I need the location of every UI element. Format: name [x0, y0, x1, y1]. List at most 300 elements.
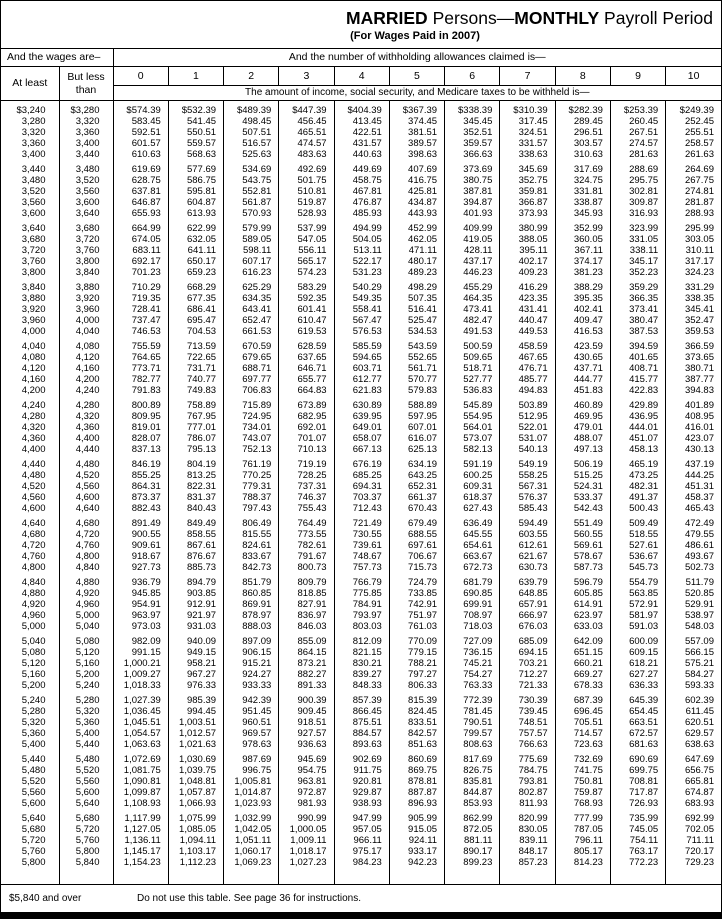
amount-cell: 652.31: [389, 481, 444, 492]
amount-cell: 933.33: [224, 680, 279, 691]
table-row: [1, 632, 721, 647]
amount-cell: 750.81: [555, 776, 610, 787]
amount-cell: 558.25: [500, 470, 555, 481]
wage-cell: 3,640: [59, 208, 113, 219]
amount-cell: 593.33: [684, 680, 714, 691]
amount-cell: 570.93: [224, 208, 279, 219]
amount-cell: 465.43: [684, 503, 714, 514]
amount-cell: 668.29: [168, 278, 223, 293]
wage-cell: 4,600: [1, 503, 59, 514]
amount-cell: 702.05: [684, 824, 714, 835]
amount-cell: 510.81: [279, 186, 334, 197]
amount-cell: 803.03: [334, 621, 389, 632]
wage-cell: 5,600: [1, 798, 59, 809]
wage-cell: 3,960: [59, 304, 113, 315]
amount-cell: 309.87: [610, 197, 665, 208]
amount-cell: 990.99: [279, 809, 334, 824]
wage-cell: 5,480: [1, 765, 59, 776]
amount-cell: 398.63: [389, 149, 444, 160]
amount-cell: 567.31: [500, 481, 555, 492]
amount-cell: 531.23: [334, 267, 389, 278]
amount-cell: 821.15: [334, 647, 389, 658]
table-row: [1, 278, 721, 293]
amount-cell: 522.01: [500, 422, 555, 433]
amount-cell: 589.05: [224, 234, 279, 245]
wage-cell: 5,560: [59, 776, 113, 787]
amount-cell: 316.93: [610, 208, 665, 219]
wage-cell: 5,200: [1, 680, 59, 691]
amount-cell: 429.89: [610, 396, 665, 411]
wage-cell: 5,760: [1, 846, 59, 857]
amount-cell: 1,094.11: [168, 835, 223, 846]
wage-cell: 4,840: [1, 573, 59, 588]
amount-cell: 639.79: [500, 573, 555, 588]
amount-cell: 949.15: [168, 647, 223, 658]
wage-cell: 4,880: [1, 588, 59, 599]
amount-cell: 394.87: [445, 197, 500, 208]
amount-cell: 942.39: [224, 691, 279, 706]
amount-cell: 722.65: [168, 352, 223, 363]
table-row: [1, 540, 721, 551]
amount-cell: 673.89: [279, 396, 334, 411]
amount-cell: 855.25: [113, 470, 168, 481]
amount-cell: 591.19: [445, 455, 500, 470]
amount-cell: 601.41: [279, 304, 334, 315]
amount-cell: 491.53: [445, 326, 500, 337]
amount-cell: 632.05: [168, 234, 223, 245]
wage-cell: 4,720: [59, 529, 113, 540]
amount-cell: 1,021.63: [168, 739, 223, 750]
amount-cell: 559.57: [168, 138, 223, 149]
amount-cell: 485.77: [500, 374, 555, 385]
amount-cell: 623.97: [555, 610, 610, 621]
amount-cell: 940.09: [168, 632, 223, 647]
amount-cell: 628.59: [279, 337, 334, 352]
amount-cell: 434.87: [389, 197, 444, 208]
amount-cell: 518.55: [610, 529, 665, 540]
amount-cell: 547.05: [279, 234, 334, 245]
amount-cell: 875.51: [334, 717, 389, 728]
amount-cell: 288.69: [610, 160, 665, 175]
amount-cell: 409.23: [500, 267, 555, 278]
table-row: [1, 149, 721, 160]
amount-cell: 516.41: [389, 304, 444, 315]
amount-cell: 522.17: [334, 256, 389, 267]
amount-cell: 443.93: [389, 208, 444, 219]
wage-cell: 3,480: [1, 175, 59, 186]
amount-cell: 912.91: [168, 599, 223, 610]
amount-note: The amount of income, social security, and Medicare taxes to be withheld is—: [113, 86, 721, 101]
amount-cell: 839.11: [500, 835, 555, 846]
amount-cell: 860.85: [224, 588, 279, 599]
table-row: [1, 503, 721, 514]
amount-cell: 474.57: [279, 138, 334, 149]
amount-cell: 739.61: [334, 540, 389, 551]
amount-cell: 1,027.23: [279, 857, 334, 868]
amount-cell: 480.17: [389, 256, 444, 267]
wage-cell: 3,440: [1, 160, 59, 175]
allowance-col-4: 4: [334, 67, 389, 86]
amount-cell: 536.67: [610, 551, 665, 562]
amount-cell: 492.69: [279, 160, 334, 175]
amount-cell: 764.49: [279, 514, 334, 529]
amount-cell: 591.03: [610, 621, 665, 632]
spacer-cell: [168, 868, 223, 884]
wage-cell: 3,760: [59, 245, 113, 256]
amount-cell: 609.15: [610, 647, 665, 658]
table-row: [1, 138, 721, 149]
amount-cell: 781.45: [445, 706, 500, 717]
amount-cell: 281.63: [610, 149, 665, 160]
wage-cell: 3,720: [59, 234, 113, 245]
wage-cell: 4,480: [59, 455, 113, 470]
amount-cell: 739.45: [500, 706, 555, 717]
amount-cell: 261.63: [684, 149, 714, 160]
amount-cell: 585.59: [334, 337, 389, 352]
table-row: [1, 293, 721, 304]
amount-cell: 600.09: [610, 632, 665, 647]
amount-cell: 906.15: [224, 647, 279, 658]
amount-cell: 509.65: [445, 352, 500, 363]
amount-cell: 742.91: [389, 599, 444, 610]
amount-cell: 672.57: [610, 728, 665, 739]
amount-cell: 603.71: [334, 363, 389, 374]
amount-cell: 345.69: [500, 160, 555, 175]
amount-cell: 387.81: [445, 186, 500, 197]
allowance-col-2: 2: [224, 67, 279, 86]
wage-cell: 3,400: [1, 149, 59, 160]
amount-cell: 754.11: [610, 835, 665, 846]
amount-cell: 407.69: [389, 160, 444, 175]
amount-cell: 788.37: [224, 492, 279, 503]
amount-cell: 373.41: [610, 304, 665, 315]
table-row: [1, 551, 721, 562]
amount-cell: 1,069.23: [224, 857, 279, 868]
wage-cell: 5,040: [59, 621, 113, 632]
amount-cell: 323.99: [610, 219, 665, 234]
amount-cell: 1,054.57: [113, 728, 168, 739]
amount-cell: 503.89: [500, 396, 555, 411]
amount-cell: 575.21: [684, 658, 714, 669]
amount-cell: 864.15: [279, 647, 334, 658]
amount-cell: 1,027.39: [113, 691, 168, 706]
wage-cell: 5,160: [1, 669, 59, 680]
amount-cell: 366.87: [500, 197, 555, 208]
title-payroll: Payroll Period: [599, 8, 713, 28]
table-row: [1, 835, 721, 846]
amount-cell: 746.53: [113, 326, 168, 337]
at-least-header: At least: [1, 67, 59, 101]
amount-cell: 1,039.75: [168, 765, 223, 776]
amount-cell: 627.43: [445, 503, 500, 514]
table-row: [1, 267, 721, 278]
amount-cell: 677.35: [168, 293, 223, 304]
amount-cell: 485.93: [334, 208, 389, 219]
amount-cell: 444.01: [610, 422, 665, 433]
amount-cell: 548.03: [684, 621, 714, 632]
amount-cell: 701.23: [113, 267, 168, 278]
amount-cell: 373.69: [445, 160, 500, 175]
bottom-rule: [1, 912, 721, 913]
table-row: [1, 588, 721, 599]
table-row: [1, 116, 721, 127]
amount-cell: 582.13: [445, 444, 500, 455]
amount-cell: 479.01: [555, 422, 610, 433]
amount-cell: 637.81: [113, 186, 168, 197]
amount-cell: 714.57: [555, 728, 610, 739]
amount-cell: 455.29: [445, 278, 500, 293]
amount-cell: 748.67: [334, 551, 389, 562]
amount-cell: 1,085.05: [168, 824, 223, 835]
amount-cell: 661.37: [389, 492, 444, 503]
amount-cell: 851.79: [224, 573, 279, 588]
amount-cell: 703.21: [500, 658, 555, 669]
amount-cell: 655.93: [113, 208, 168, 219]
amount-cell: 494.83: [500, 385, 555, 396]
amount-cell: 911.75: [334, 765, 389, 776]
amount-cell: 978.63: [224, 739, 279, 750]
table-row: [1, 621, 721, 632]
table-footer: [1, 893, 721, 904]
amount-cell: 601.57: [113, 138, 168, 149]
amount-cell: 699.91: [445, 599, 500, 610]
amount-cell: 551.49: [555, 514, 610, 529]
amount-cell: 388.05: [500, 234, 555, 245]
wage-cell: 5,320: [1, 717, 59, 728]
amount-cell: 890.17: [445, 846, 500, 857]
amount-cell: 1,075.99: [168, 809, 223, 824]
amount-cell: 775.85: [334, 588, 389, 599]
amount-cell: 748.51: [500, 717, 555, 728]
amount-cell: 345.17: [610, 256, 665, 267]
amount-cell: $489.39: [224, 101, 279, 117]
amount-cell: 425.81: [389, 186, 444, 197]
amount-cell: $447.39: [279, 101, 334, 117]
table-row: [1, 219, 721, 234]
table-row: [1, 691, 721, 706]
amount-cell: 678.33: [555, 680, 610, 691]
wage-cell: 5,680: [1, 824, 59, 835]
amount-cell: 625.13: [389, 444, 444, 455]
amount-cell: 452.99: [389, 219, 444, 234]
amount-cell: 873.21: [279, 658, 334, 669]
title-married: MARRIED: [346, 8, 428, 28]
amount-cell: 458.37: [684, 492, 714, 503]
amount-cell: 637.65: [279, 352, 334, 363]
amount-cell: 830.05: [500, 824, 555, 835]
wage-cell: 4,720: [1, 540, 59, 551]
amount-cell: 1,108.93: [113, 798, 168, 809]
table-row: [1, 101, 721, 117]
amount-cell: 878.81: [389, 776, 444, 787]
amount-cell: 669.27: [555, 669, 610, 680]
amount-cell: 331.57: [500, 138, 555, 149]
amount-cell: 887.87: [389, 787, 444, 798]
amount-cell: 728.41: [113, 304, 168, 315]
amount-cell: 708.81: [610, 776, 665, 787]
wage-cell: 4,440: [1, 455, 59, 470]
amount-cell: 609.31: [445, 481, 500, 492]
amount-cell: 639.95: [334, 411, 389, 422]
amount-cell: 380.71: [684, 363, 714, 374]
amount-cell: 754.27: [445, 669, 500, 680]
wage-cell: 3,920: [59, 293, 113, 304]
but-less-than-header: But less than: [59, 67, 113, 101]
amount-cell: 842.57: [389, 728, 444, 739]
amount-cell: 697.61: [389, 540, 444, 551]
amount-cell: 509.49: [610, 514, 665, 529]
amount-cell: 710.29: [113, 278, 168, 293]
amount-cell: 524.31: [555, 481, 610, 492]
amount-cell: 972.87: [279, 787, 334, 798]
allowances-header: And the number of withholding allowances claimed is—: [113, 49, 721, 67]
amount-cell: 630.73: [500, 562, 555, 573]
amount-cell: 402.41: [555, 304, 610, 315]
amount-cell: 566.15: [684, 647, 714, 658]
amount-cell: 561.87: [224, 197, 279, 208]
amount-cell: 746.37: [279, 492, 334, 503]
amount-cell: 374.17: [555, 256, 610, 267]
amount-cell: 731.71: [168, 363, 223, 374]
amount-cell: 858.55: [168, 529, 223, 540]
wage-cell: 3,440: [59, 149, 113, 160]
wage-cell: 5,600: [59, 787, 113, 798]
wage-cell: 4,400: [1, 444, 59, 455]
amount-cell: 969.57: [224, 728, 279, 739]
amount-cell: 497.13: [555, 444, 610, 455]
wage-cell: 4,240: [59, 385, 113, 396]
amount-cell: 767.95: [168, 411, 223, 422]
amount-cell: 618.37: [445, 492, 500, 503]
amount-cell: 1,099.87: [113, 787, 168, 798]
wage-cell: 3,840: [59, 267, 113, 278]
amount-cell: 498.29: [389, 278, 444, 293]
amount-cell: 860.69: [389, 750, 444, 765]
amount-cell: 560.55: [555, 529, 610, 540]
wage-cell: 5,800: [59, 846, 113, 857]
amount-cell: 921.97: [168, 610, 223, 621]
amount-cell: 699.75: [610, 765, 665, 776]
amount-cell: 813.25: [168, 470, 223, 481]
amount-cell: 900.55: [113, 529, 168, 540]
amount-cell: 634.35: [224, 293, 279, 304]
table-row: [1, 411, 721, 422]
amount-cell: 848.17: [500, 846, 555, 857]
amount-cell: 431.41: [500, 304, 555, 315]
amount-cell: $253.39: [610, 101, 665, 117]
amount-cell: 800.73: [279, 562, 334, 573]
amount-cell: 610.63: [113, 149, 168, 160]
amount-cell: 289.45: [555, 116, 610, 127]
amount-cell: 788.21: [389, 658, 444, 669]
wage-cell: 5,720: [1, 835, 59, 846]
wage-cell: 4,080: [1, 352, 59, 363]
amount-cell: 515.25: [555, 470, 610, 481]
page-subtitle: (For Wages Paid in 2007): [350, 30, 480, 42]
amount-cell: 670.59: [224, 337, 279, 352]
amount-cell: 449.69: [334, 160, 389, 175]
amount-cell: 687.39: [555, 691, 610, 706]
wage-cell: 5,360: [1, 728, 59, 739]
amount-cell: 338.11: [610, 245, 665, 256]
amount-cell: 697.77: [224, 374, 279, 385]
amount-cell: 773.71: [113, 363, 168, 374]
table-row: [1, 776, 721, 787]
amount-cell: 708.97: [445, 610, 500, 621]
amount-cell: 679.49: [389, 514, 444, 529]
table-row: [1, 374, 721, 385]
amount-cell: 592.35: [279, 293, 334, 304]
amount-cell: 458.59: [500, 337, 555, 352]
wage-cell: 4,920: [1, 599, 59, 610]
amount-cell: 451.31: [684, 481, 714, 492]
amount-cell: 541.45: [168, 116, 223, 127]
amount-cell: 1,042.05: [224, 824, 279, 835]
wage-cell: 5,000: [1, 621, 59, 632]
amount-cell: 583.45: [113, 116, 168, 127]
amount-cell: 851.63: [389, 739, 444, 750]
amount-cell: 958.21: [168, 658, 223, 669]
amount-cell: 724.95: [224, 411, 279, 422]
amount-cell: 352.75: [500, 175, 555, 186]
amount-cell: 648.85: [500, 588, 555, 599]
amount-cell: 616.23: [224, 267, 279, 278]
amount-cell: 1,072.69: [113, 750, 168, 765]
amount-cell: 646.71: [279, 363, 334, 374]
amount-cell: 945.85: [113, 588, 168, 599]
amount-cell: 849.49: [168, 514, 223, 529]
amount-cell: 295.99: [684, 223, 714, 234]
amount-cell: $404.39: [334, 101, 389, 117]
table-row: [1, 514, 721, 529]
wage-cell: 5,720: [59, 824, 113, 835]
amount-cell: 786.07: [168, 433, 223, 444]
amount-cell: 494.99: [334, 219, 389, 234]
amount-cell: 641.11: [168, 245, 223, 256]
amount-cell: 784.75: [500, 765, 555, 776]
amount-cell: 460.89: [555, 396, 610, 411]
amount-cell: 619.69: [113, 160, 168, 175]
amount-cell: 612.77: [334, 374, 389, 385]
table-row: [1, 647, 721, 658]
amount-cell: 516.57: [224, 138, 279, 149]
amount-cell: 743.07: [224, 433, 279, 444]
table-row: [1, 481, 721, 492]
amount-cell: 331.29: [684, 282, 714, 293]
amount-cell: 658.07: [334, 433, 389, 444]
amount-cell: 610.47: [279, 315, 334, 326]
amount-cell: 317.17: [684, 256, 714, 267]
table-row: [1, 234, 721, 245]
amount-cell: 437.17: [445, 256, 500, 267]
amount-cell: 736.15: [445, 647, 500, 658]
amount-cell: 531.07: [500, 433, 555, 444]
amount-cell: 839.27: [334, 669, 389, 680]
amount-cell: 401.89: [684, 400, 714, 411]
amount-cell: 674.05: [113, 234, 168, 245]
amount-cell: 1,090.81: [113, 776, 168, 787]
wage-cell: 5,800: [1, 857, 59, 868]
amount-cell: 663.67: [445, 551, 500, 562]
amount-cell: 806.49: [224, 514, 279, 529]
amount-cell: 761.19: [224, 455, 279, 470]
amount-cell: 1,014.87: [224, 787, 279, 798]
amount-cell: 469.95: [555, 411, 610, 422]
wage-cell: 4,760: [59, 540, 113, 551]
wage-cell: 4,080: [59, 337, 113, 352]
spacer-cell: [59, 868, 113, 884]
amount-cell: 423.35: [500, 293, 555, 304]
